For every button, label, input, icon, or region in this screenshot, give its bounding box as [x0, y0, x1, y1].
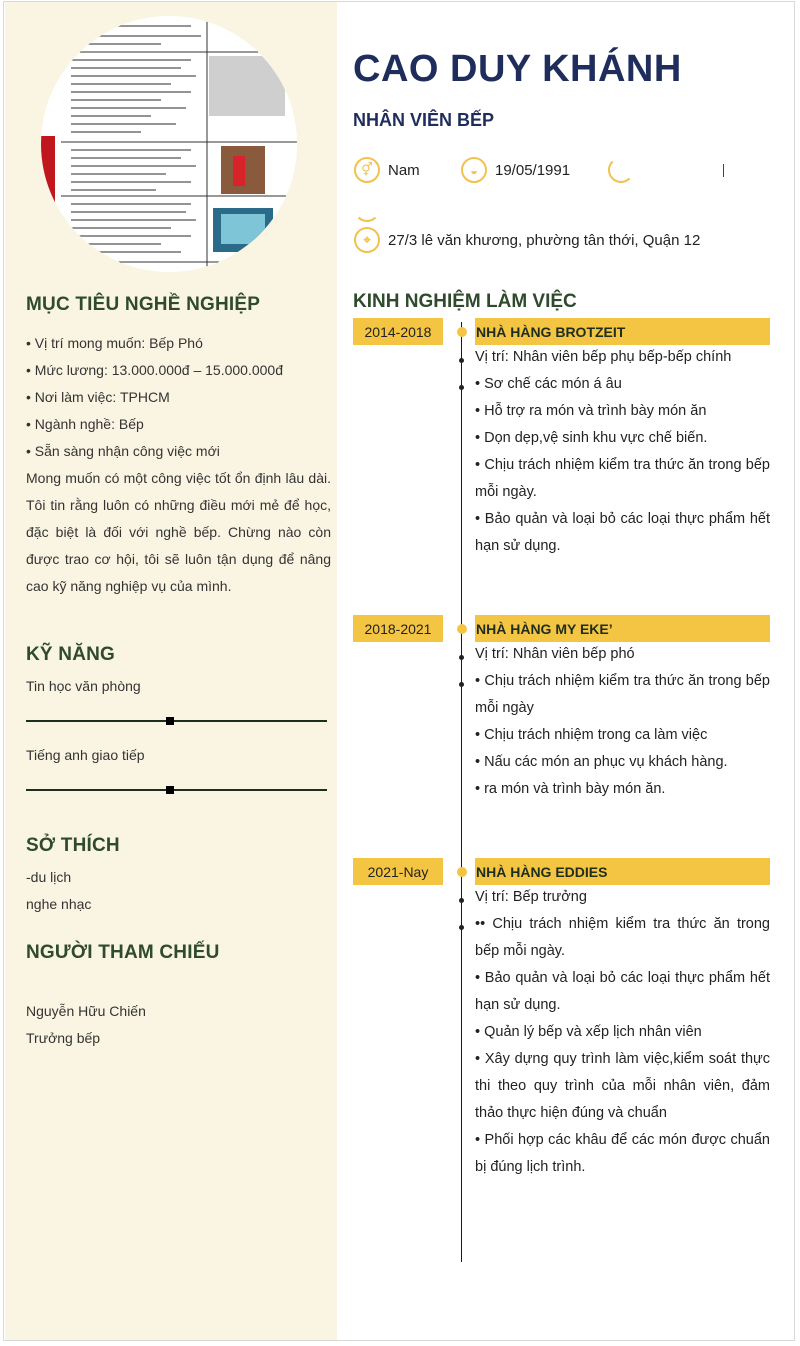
- skill-name: Tin học văn phòng: [26, 678, 141, 694]
- skill-level-knob: [166, 786, 174, 794]
- job-line: Vị trí: Bếp trưởng: [475, 889, 587, 905]
- goal-item: • Vị trí mong muốn: Bếp Phó: [26, 335, 203, 351]
- skill-name: Tiếng anh giao tiếp: [26, 747, 145, 763]
- job-line: • Bảo quản và loại bỏ các loại thực phẩm hết hạn sử dụng.: [475, 970, 770, 1013]
- job-description: [475, 884, 770, 1181]
- job-years: 2014-2018: [353, 318, 443, 345]
- candidate-name: CAO DUY KHÁNH: [353, 48, 682, 90]
- job-years: 2021-Nay: [353, 858, 443, 885]
- job-line: • Sơ chế các món á âu: [475, 376, 622, 392]
- email-info: [354, 196, 388, 222]
- birthday-value: 19/05/1991: [495, 161, 571, 179]
- hobby-item: -du lịch: [26, 869, 72, 885]
- job-company: NHÀ HÀNG BROTZEIT: [475, 318, 770, 345]
- job-line: • Dọn dẹp,vệ sinh khu vực chế biến.: [475, 430, 708, 446]
- job-description: [475, 344, 770, 560]
- gender-info: [354, 157, 420, 183]
- cake-icon: ◒: [461, 157, 487, 183]
- phone-icon: [608, 157, 634, 183]
- job-line: Vị trí: Nhân viên bếp phó: [475, 646, 635, 662]
- hobbies-title: SỞ THÍCH: [26, 835, 120, 856]
- reference-role: Trưởng bếp: [26, 1030, 101, 1046]
- goal-title: MỤC TIÊU NGHỀ NGHIỆP: [26, 294, 261, 315]
- job-line: • Quản lý bếp và xếp lịch nhân viên: [475, 1024, 702, 1040]
- job-line: • Chịu trách nhiệm kiểm tra thức ăn trong bếp mỗi ngày.: [475, 457, 770, 500]
- job-line: • Hỗ trợ ra món và trình bày món ăn: [475, 403, 707, 419]
- timeline-line: [461, 322, 462, 1262]
- timeline-bullet: [459, 925, 464, 930]
- timeline-dot: [457, 867, 467, 877]
- goal-item: • Mức lương: 13.000.000đ – 15.000.000đ: [26, 362, 284, 378]
- reference-name: Nguyễn Hữu Chiến: [26, 1003, 146, 1019]
- address-value: 27/3 lê văn khương, phường tân thới, Quận 12: [388, 231, 701, 249]
- job-line: • Bảo quản và loại bỏ các loại thực phẩm hết hạn sử dụng.: [475, 511, 770, 554]
- document-photo-icon: [41, 16, 297, 272]
- sidebar: [5, 2, 337, 1340]
- skills-title: KỸ NĂNG: [26, 644, 116, 665]
- references-title: NGƯỜI THAM CHIẾU: [26, 942, 220, 963]
- skill-bar: [26, 789, 327, 791]
- birthday-info: [461, 157, 570, 183]
- job-company: NHÀ HÀNG EDDIES: [475, 858, 770, 885]
- timeline-dot: [457, 624, 467, 634]
- address-info: [354, 227, 700, 253]
- timeline-bullet: [459, 655, 464, 660]
- email-icon: [354, 196, 380, 222]
- timeline-dot: [457, 327, 467, 337]
- job-description: [475, 641, 770, 803]
- timeline-bullet: [459, 358, 464, 363]
- job-line: • Chịu trách nhiệm kiểm tra thức ăn trong bếp mỗi ngày: [475, 673, 770, 716]
- skill-bar: [26, 720, 327, 722]
- goal-item: • Nơi làm việc: TPHCM: [26, 389, 170, 405]
- job-years: 2018-2021: [353, 615, 443, 642]
- location-icon: ⌖: [354, 227, 380, 253]
- skill-level-knob: [166, 717, 174, 725]
- timeline-bullet: [459, 898, 464, 903]
- gender-value: Nam: [388, 161, 420, 179]
- job-line: • ra món và trình bày món ăn.: [475, 781, 666, 797]
- timeline-bullet: [459, 682, 464, 687]
- timeline-bullet: [459, 385, 464, 390]
- goal-paragraph: Mong muốn có một công việc tốt ổn định lâu dài. Tôi tin rằng luôn có những điều mới mẻ để học, đặc biệt là đối với nghề bếp. Chừng nào còn được trao cơ hội, tôi sẽ luôn tận dụng để nâng cao kỹ năng nghiệp vụ của mình.: [26, 470, 331, 594]
- job-line: • Chịu trách nhiệm trong ca làm việc: [475, 727, 708, 743]
- gender-icon: ⚥: [354, 157, 380, 183]
- job-company: NHÀ HÀNG MY EKE’: [475, 615, 770, 642]
- goal-list: [26, 330, 331, 600]
- hobby-item: nghe nhạc: [26, 896, 92, 912]
- phone-info: [608, 157, 642, 183]
- job-line: • Xây dựng quy trình làm việc,kiểm soát thực thi theo quy trình của mỗi nhân viên, đảm thảo thực hiện đúng và chuẩn: [475, 1051, 770, 1121]
- goal-item: • Ngành nghề: Bếp: [26, 416, 144, 432]
- experience-title: KINH NGHIỆM LÀM VIỆC: [353, 291, 577, 312]
- candidate-position: NHÂN VIÊN BẾP: [353, 110, 495, 130]
- profile-photo: [41, 16, 297, 272]
- goal-item: • Sẵn sàng nhận công việc mới: [26, 443, 220, 459]
- job-line: Vị trí: Nhân viên bếp phụ bếp-bếp chính: [475, 349, 732, 365]
- job-line: •• Chịu trách nhiệm kiểm tra thức ăn trong bếp mỗi ngày.: [475, 916, 770, 959]
- job-line: • Phối hợp các khâu để các món được chuẩn bị đúng lịch trình.: [475, 1132, 770, 1175]
- job-line: • Nấu các món an phục vụ khách hàng.: [475, 754, 728, 770]
- phone-divider: [723, 164, 724, 177]
